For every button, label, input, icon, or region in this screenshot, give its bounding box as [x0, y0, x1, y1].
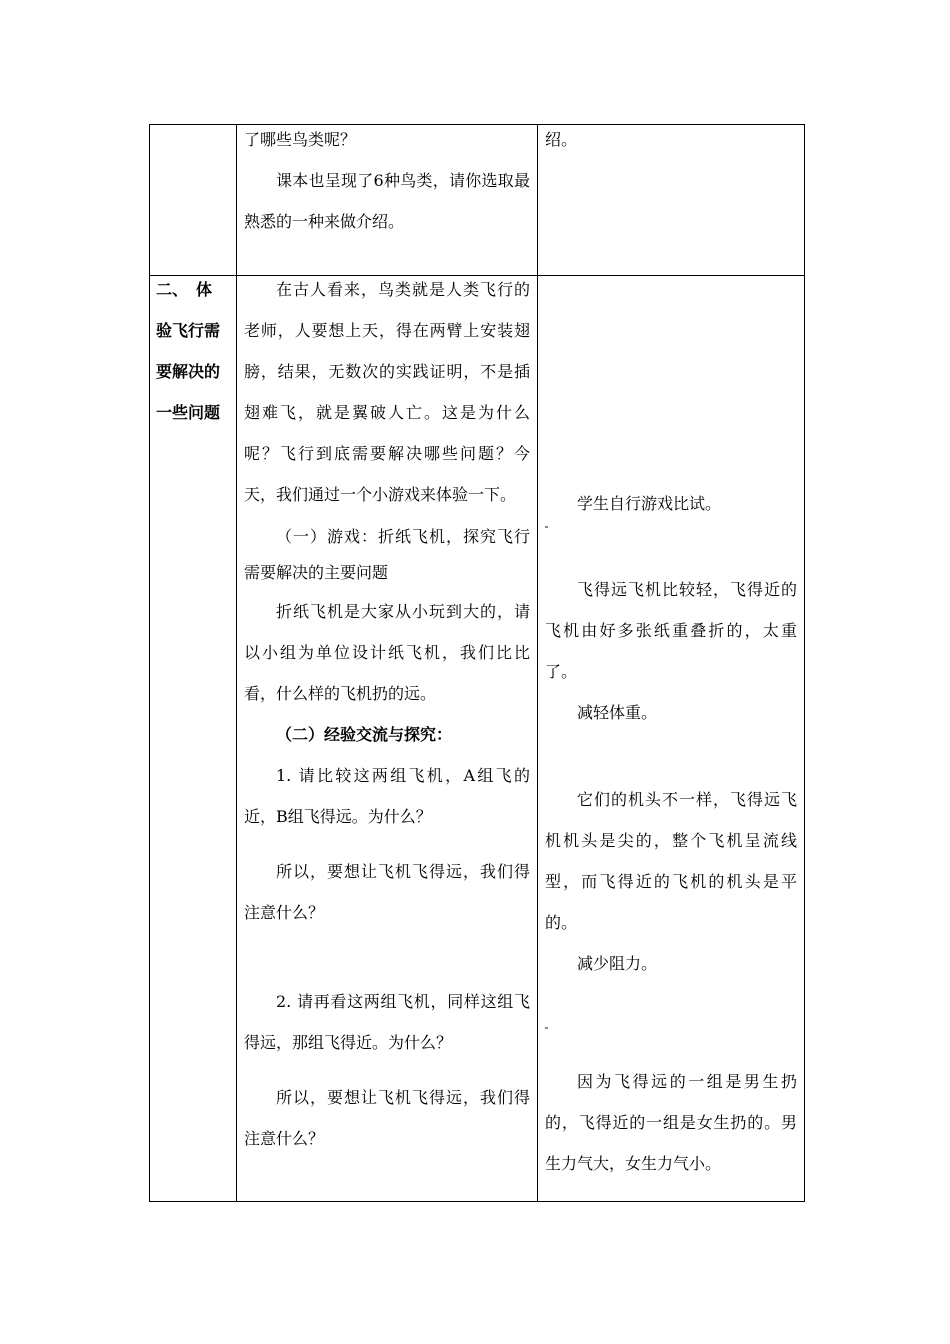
game-title: （一）游戏：折纸飞机，探究飞行需要解决的主要问题	[244, 527, 530, 582]
answer-6: 因为飞得远的一组是男生扔的，飞得近的一组是女生扔的。男生力气大，女生力气小。	[545, 1072, 797, 1173]
exchange-title: （二）经验交流与探究：	[276, 725, 453, 744]
row1-content-cell	[244, 119, 530, 242]
row1-text-2: 课本也呈现了6种鸟类，请你选取最熟悉的一种来做介绍。	[244, 171, 530, 231]
intro-paragraph: 在古人看来，鸟类就是人类飞行的老师，人要想上天，得在两臂上安装翅膀，结果，无数次的实践证明，不是插翅难飞，就是翼破人亡。这是为什么呢？飞行到底需要解决哪些问题？今天，我们通过一个小游戏来体验一下。	[244, 280, 530, 504]
table-bottom-border	[149, 1201, 805, 1202]
answer-2: 飞得远飞机比较轻，飞得近的飞机由好多张纸重叠折的，太重了。	[545, 580, 797, 681]
table-right-border	[804, 124, 805, 1202]
game-text: 折纸飞机是大家从小玩到大的，请以小组为单位设计纸飞机，我们比比看，什么样的飞机扔的远。	[244, 602, 530, 703]
answer-1: 学生自行游戏比试。	[577, 494, 722, 513]
section-heading-line-3: 要解决的	[156, 362, 221, 381]
question-2: 2. 请再看这两组飞机，同样这组飞得远，那组飞得近。为什么？	[244, 992, 530, 1052]
student-activity-cell	[545, 483, 797, 1184]
section-heading-line-2: 验飞行需	[156, 321, 221, 340]
row1-response-text: 绍。	[545, 130, 578, 149]
question-1: 1. 请比较这两组飞机，A组飞的近，B组飞得远。为什么？	[244, 766, 530, 826]
row1-response-cell	[545, 119, 797, 160]
answer-3: 减轻体重。	[577, 703, 658, 722]
table-left-border	[149, 124, 150, 1202]
section-heading	[156, 269, 228, 433]
column-divider-2	[537, 124, 538, 1202]
answer-4: 它们的机头不一样，飞得远飞机机头是尖的，整个飞机呈流线型，而飞得近的飞机的机头是平的。	[545, 790, 797, 932]
stray-mark	[545, 1027, 548, 1029]
question-2-follow-up: 所以，要想让飞机飞得远，我们得注意什么？	[244, 1088, 530, 1148]
column-divider-1	[236, 124, 237, 1202]
section-heading-line-4: 一些问题	[156, 403, 221, 422]
answer-5: 减少阻力。	[577, 954, 658, 973]
stray-mark	[545, 526, 548, 528]
row1-text-1: 了哪些鸟类呢？	[244, 130, 357, 149]
section-heading-line-1: 二、 体	[156, 280, 213, 299]
question-1-follow-up: 所以，要想让飞机飞得远，我们得注意什么？	[244, 862, 530, 922]
teacher-activity-cell	[244, 269, 530, 1159]
